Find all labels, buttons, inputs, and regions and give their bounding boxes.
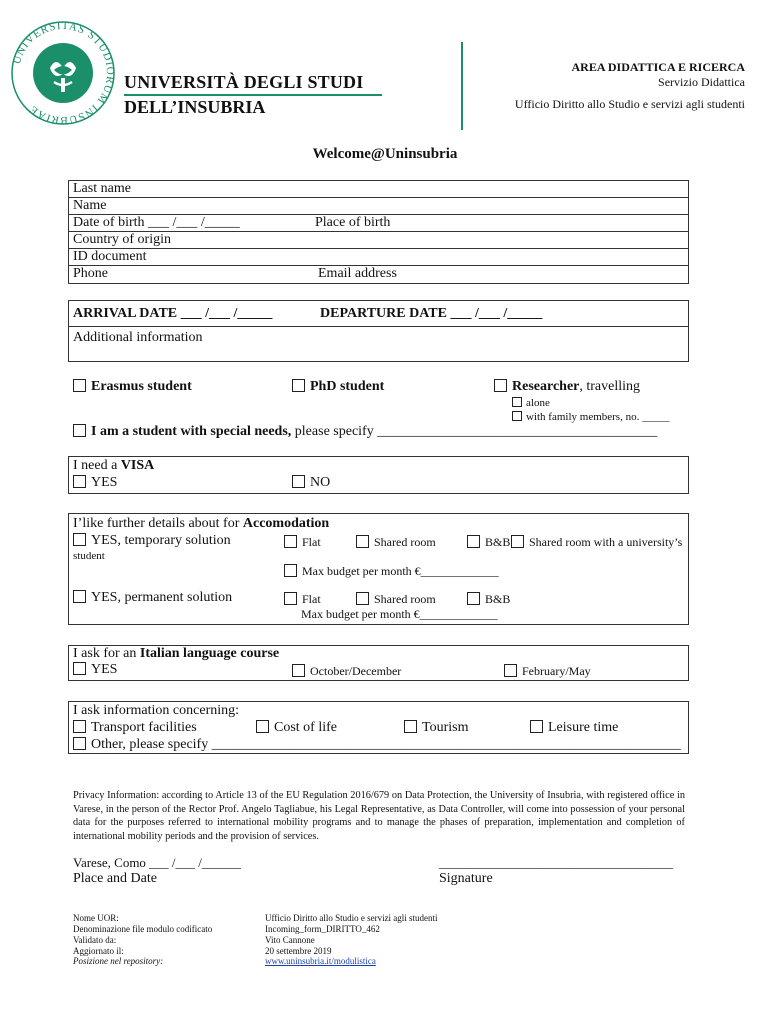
transport-checkbox[interactable] [73,720,86,733]
perm-bnb-checkbox[interactable] [467,592,480,605]
temp-shared-university-checkbox[interactable] [511,535,524,548]
temp-bnb-option[interactable]: B&B [467,535,510,550]
leisure-checkbox[interactable] [530,720,543,733]
footer-value-filename: Incoming_form_DIRITTO_462 [265,924,380,934]
language-yes-checkbox[interactable] [73,662,86,675]
transport-option[interactable]: Transport facilities [73,720,197,736]
cost-checkbox[interactable] [256,720,269,733]
phd-option[interactable]: PhD student [292,379,384,395]
university-name-line1: UNIVERSITÀ DEGLI STUDI [124,72,364,92]
perm-flat-option[interactable]: Flat [284,592,321,607]
tourism-option[interactable]: Tourism [404,720,468,736]
header-vertical-divider [461,42,463,130]
id-document-field[interactable]: ID document [73,249,147,264]
phd-checkbox[interactable] [292,379,305,392]
cost-option[interactable]: Cost of life [256,720,337,736]
email-field[interactable]: Email address [318,266,397,281]
leisure-option[interactable]: Leisure time [530,720,618,736]
office-name: Ufficio Diritto allo Studio e servizi agli studenti [514,97,745,111]
with-family-option[interactable]: with family members, no. _____ [512,411,670,423]
temp-flat-option[interactable]: Flat [284,535,321,550]
privacy-notice: Privacy Information: according to Article 13 of the EU Regulation 2016/679 on Data Protection, the University of Insubria, with registered office in Varese, in the person of the Rector Prof. Angelo Tagliabue, his Legal Representative, as Data Controller, will come into possession of your personal data for the purposes referred to international mobility programs and to manage the phases of preparation, implementation and completion of international mobility periods and the provision of services. [73,790,685,842]
erasmus-checkbox[interactable] [73,379,86,392]
temp-shared-room-option[interactable]: Shared room [356,535,436,550]
visa-box [68,456,689,494]
language-question: I ask for an Italian language course [73,646,280,661]
visa-no-option[interactable]: NO [292,475,330,491]
perm-bnb-option[interactable]: B&B [467,592,510,607]
footer-value-validated: Vito Cannone [265,935,315,945]
university-name-divider [124,94,382,96]
footer-label-validated: Validato da: [73,935,117,945]
university-name-line2: DELL’INSUBRIA [124,97,266,117]
country-of-origin-field[interactable]: Country of origin [73,232,171,247]
tourism-checkbox[interactable] [404,720,417,733]
language-yes-option[interactable]: YES [73,662,117,678]
permanent-option[interactable]: YES, permanent solution [73,590,232,606]
phone-field[interactable]: Phone [73,266,108,281]
feb-may-checkbox[interactable] [504,664,517,677]
temp-max-budget-checkbox[interactable] [284,564,297,577]
other-checkbox[interactable] [73,737,86,750]
footer-label-filename: Denominazione file modulo codificato [73,924,213,934]
visa-yes-option[interactable]: YES [73,475,117,491]
temp-max-budget-option[interactable]: Max budget per month €_____________ [284,564,499,579]
university-seal [10,20,116,126]
temp-flat-checkbox[interactable] [284,535,297,548]
researcher-option[interactable]: Researcher, travelling [494,379,640,395]
temporary-option[interactable]: YES, temporary solution [73,533,231,549]
arrival-date-field[interactable]: ARRIVAL DATE ___ /___ /_____ [73,306,273,321]
special-needs-checkbox[interactable] [73,424,86,437]
oct-dec-option[interactable]: October/December [292,664,401,679]
oct-dec-checkbox[interactable] [292,664,305,677]
temp-bnb-checkbox[interactable] [467,535,480,548]
with-family-checkbox[interactable] [512,411,522,421]
place-date-label: Place and Date [73,871,157,886]
area-title: AREA DIDATTICA E RICERCA [571,60,745,74]
footer-label-uor: Nome UOR: [73,913,119,923]
place-of-birth-field[interactable]: Place of birth [315,215,391,230]
accommodation-question: I’like further details about for Accomodation [73,516,330,531]
information-question: I ask information concerning: [73,703,240,718]
date-of-birth-field[interactable]: Date of birth ___ /___ /_____ [73,215,240,230]
other-option[interactable]: Other, please specify ___________________________________________________________________ [73,737,685,753]
alone-checkbox[interactable] [512,397,522,407]
signature-label: Signature [439,871,493,886]
visa-question: I need a VISA [73,458,155,473]
perm-shared-room-checkbox[interactable] [356,592,369,605]
visa-no-checkbox[interactable] [292,475,305,488]
perm-max-budget-field[interactable]: Max budget per month €_____________ [301,607,498,621]
feb-may-option[interactable]: February/May [504,664,591,679]
temporary-checkbox[interactable] [73,533,86,546]
temp-shared-room-checkbox[interactable] [356,535,369,548]
form-title: Welcome@Uninsubria [312,146,458,162]
footer-value-uor: Ufficio Diritto allo Studio e servizi agli studenti [265,913,438,923]
footer-value-updated: 20 settembre 2019 [265,946,332,956]
footer-label-updated: Aggiornato il: [73,946,124,956]
permanent-checkbox[interactable] [73,590,86,603]
departure-date-field[interactable]: DEPARTURE DATE ___ /___ /_____ [320,306,543,321]
perm-flat-checkbox[interactable] [284,592,297,605]
temp-shared-university-option[interactable]: Shared room with a university’s [511,535,682,550]
last-name-field[interactable]: Last name [73,181,131,196]
footer-label-repository: Posizione nel repository: [73,956,164,966]
svg-text:UNIVERSITAS STUDIORUM INSUBRIA: UNIVERSITAS STUDIORUM INSUBRIAE [10,20,116,126]
alone-option[interactable]: alone [512,397,550,409]
additional-info-field[interactable]: Additional information [73,330,203,345]
name-field[interactable]: Name [73,198,107,213]
place-date-field[interactable]: Varese, Como ___ /___ /______ [73,855,241,870]
temporary-wrap-text: student [73,550,105,562]
signature-field[interactable]: ____________________________________ [439,855,673,870]
service-name: Servizio Didattica [658,75,745,89]
researcher-checkbox[interactable] [494,379,507,392]
footer-repository-link[interactable]: www.uninsubria.it/modulistica [265,956,376,966]
erasmus-option[interactable]: Erasmus student [73,379,192,395]
perm-shared-room-option[interactable]: Shared room [356,592,436,607]
visa-yes-checkbox[interactable] [73,475,86,488]
special-needs-option[interactable]: I am a student with special needs, please specify ________________________________________ [73,424,657,440]
